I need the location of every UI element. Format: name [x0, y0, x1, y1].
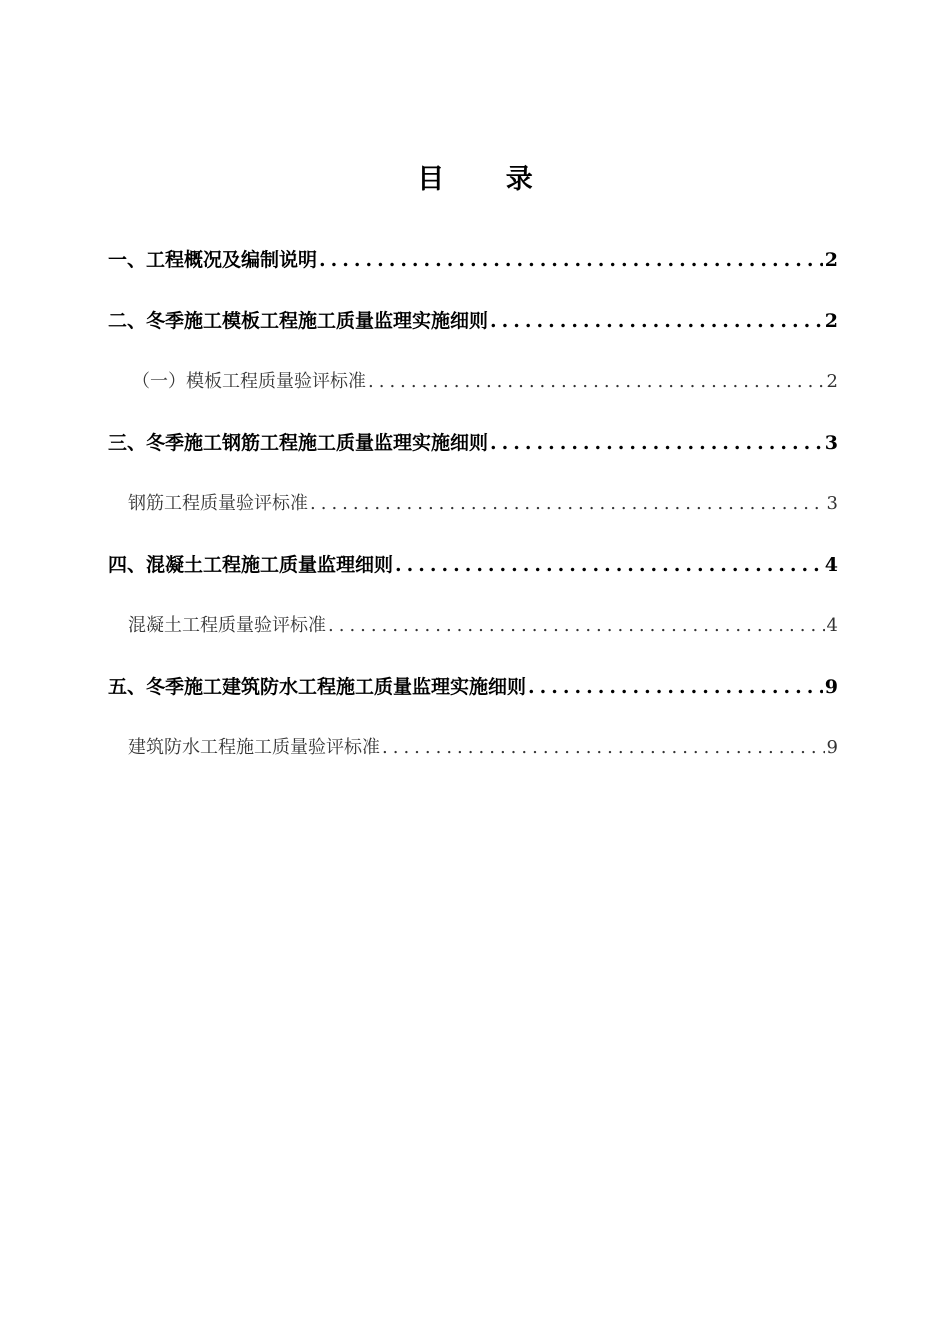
- toc-entry-text: 四、混凝土工程施工质量监理细则: [108, 554, 394, 576]
- toc-subentry[interactable]: [108, 726, 838, 787]
- toc-entry-text: 钢筋工程质量验评标准: [128, 493, 308, 514]
- toc-dot-leader: [328, 604, 825, 648]
- toc-entry-page: 2: [826, 371, 838, 392]
- toc-dot-leader: [490, 421, 823, 465]
- toc-entry-page: 2: [824, 310, 838, 332]
- toc-entry-page: 9: [824, 676, 838, 698]
- toc-dot-leader: [310, 482, 825, 526]
- toc-entry-text: 二、冬季施工模板工程施工质量监理实施细则: [108, 310, 489, 332]
- toc-entry[interactable]: [108, 299, 838, 360]
- toc-entry[interactable]: [108, 238, 838, 299]
- toc-entry-page: 9: [826, 737, 838, 758]
- toc-entry-text: （一）模板工程质量验评标准: [132, 371, 366, 392]
- toc-entry-page: 3: [824, 432, 838, 454]
- toc-subentry[interactable]: [108, 604, 838, 665]
- toc-dot-leader: [382, 726, 825, 770]
- toc-entry-text: 一、工程概况及编制说明: [108, 249, 318, 271]
- toc-subentry[interactable]: [108, 360, 838, 421]
- toc-title: 目 录: [417, 164, 559, 195]
- toc-entry-page: 4: [824, 554, 838, 576]
- toc-entry-text: 三、冬季施工钢筋工程施工质量监理实施细则: [108, 432, 489, 454]
- toc-dot-leader: [368, 360, 825, 404]
- toc-entry[interactable]: [108, 421, 838, 482]
- toc-entry-page: 3: [826, 493, 838, 514]
- toc-entry[interactable]: [108, 543, 838, 604]
- toc-subentry[interactable]: [108, 482, 838, 543]
- toc-dot-leader: [490, 299, 823, 343]
- toc-entry[interactable]: [108, 665, 838, 726]
- toc-dot-leader: [319, 238, 823, 282]
- toc-dot-leader: [395, 543, 823, 587]
- toc-entry-page: 4: [826, 615, 838, 636]
- toc-entry-text: 混凝土工程质量验评标准: [128, 615, 326, 636]
- toc-dot-leader: [528, 665, 823, 709]
- toc-entry-text: 建筑防水工程施工质量验评标准: [128, 737, 380, 758]
- toc-entry-text: 五、冬季施工建筑防水工程施工质量监理实施细则: [108, 676, 527, 698]
- toc-entry-page: 2: [824, 249, 838, 271]
- toc-list: [108, 238, 838, 787]
